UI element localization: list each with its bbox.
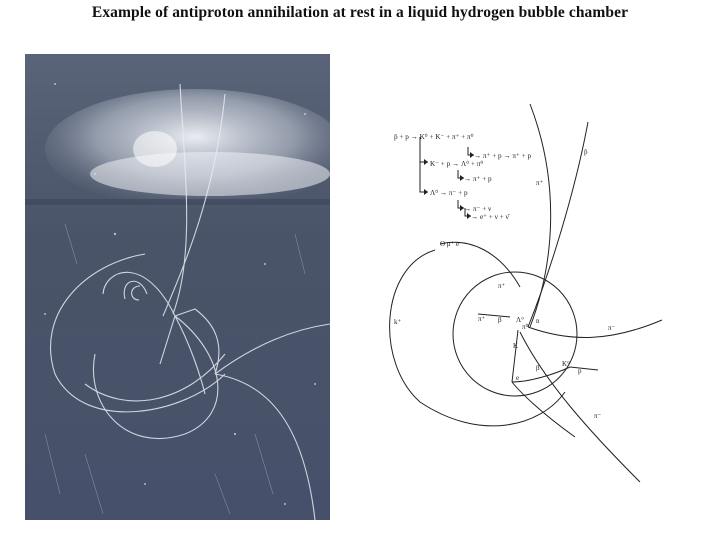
label-pi-minus-lower: π⁻ — [594, 412, 602, 420]
label-mu: Θ μ⁺ e — [440, 240, 460, 248]
label-pi-left: π⁺ — [478, 315, 486, 323]
bubble-chamber-photo-image — [25, 54, 330, 520]
reaction-line-2: → π⁺ + p → π⁺ + p — [474, 152, 532, 160]
label-n-top: n — [536, 317, 540, 325]
label-k-plus: k⁺ — [394, 318, 402, 326]
label-p: p — [578, 367, 582, 375]
label-pi-plus-top: π⁺ — [536, 179, 544, 187]
label-beta-2: β — [536, 364, 540, 372]
label-k: K — [513, 342, 519, 350]
reaction-line-4: → π⁺ + p — [464, 175, 492, 183]
diagram-top-curve-2 — [528, 122, 588, 327]
reaction-line-6: → π⁻ + ν — [464, 205, 492, 213]
label-pi-zero: π⁰ — [522, 323, 529, 331]
label-beta: β — [498, 316, 502, 324]
label-p-bar: p̄ — [584, 148, 588, 156]
label-pi-plus: π⁺ — [498, 282, 506, 290]
page-title: Example of antiproton annihilation at rest in a liquid hydrogen bubble chamber — [91, 4, 629, 21]
diagram-pi-minus-track — [512, 382, 575, 437]
track-diagram — [370, 92, 700, 490]
label-k0: K° — [562, 360, 570, 368]
label-e: e — [516, 374, 520, 382]
diagram-main-circle — [453, 272, 577, 396]
track-diagram-svg — [370, 92, 700, 490]
diagram-right-curve — [528, 320, 662, 337]
reaction-line-5: Λ⁰ → π⁻ + p — [430, 189, 468, 197]
label-pi-minus-right: π⁻ — [608, 324, 616, 332]
diagram-n-track — [570, 367, 598, 370]
reaction-line-1: p̄ + p → K⁰ + K⁻ + π⁺ + π⁰ — [394, 133, 474, 141]
label-lambda: Λ° — [516, 316, 524, 324]
diagram-lower-right-curve — [520, 332, 640, 482]
reaction-line-7: → e⁺ + ν + ν̄ — [471, 213, 509, 221]
reaction-line-3: K⁻ + p → Λ⁰ + π⁰ — [430, 160, 484, 168]
diagram-mu-track — [440, 242, 520, 287]
bubble-chamber-photo — [25, 54, 330, 520]
